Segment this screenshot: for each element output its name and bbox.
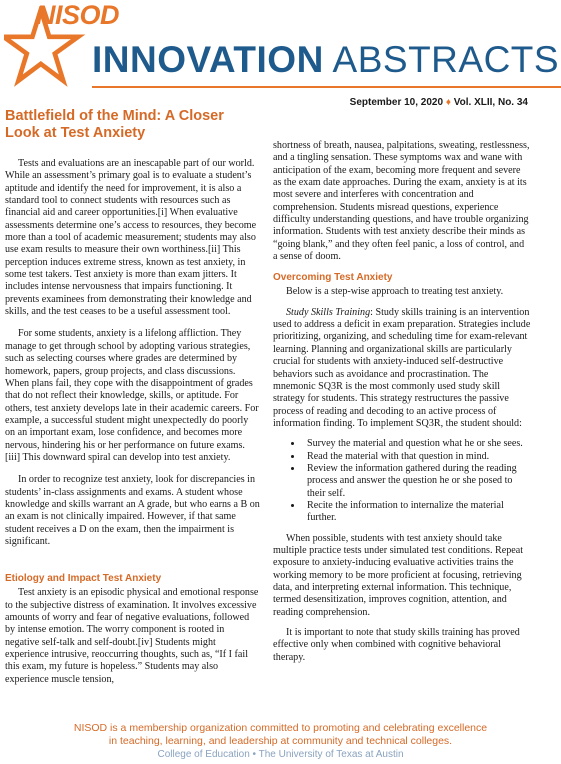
title-innovation: INNOVATION [92,39,324,80]
section-heading-overcoming: Overcoming Test Anxiety [273,272,393,284]
paragraph: Below is a step-wise approach to treating test anxiety. [286,286,504,298]
issue-date: September 10, 2020 [349,97,444,108]
paragraph-study-skills [273,307,531,430]
footer-line-3: College of Education • The University of Texas at Austin [157,749,404,760]
paragraph: In order to recognize test anxiety, look for discrepancies in students’ in-class assignments and exams. A student whose knowledge and skills warrant an A grade, but who earns a B on an exam is not clinically impaired. However, if that same student receives a D on the exam, then the impairment is significant. [5,474,260,547]
publication-title [92,40,559,80]
paragraph: It is important to note that study skills training has proved effective only when combined with cognitive behavioral therapy. [273,627,520,663]
article-title: Battlefield of the Mind: A Closer Look at Test Anxiety [5,108,224,141]
left-column [5,108,260,696]
issue-info [350,97,528,108]
title-abstracts: ABSTRACTS [332,39,560,80]
list-item: • Survey the material and question what he or she sees. [303,438,531,450]
issue-separator: ♦ [445,97,451,108]
footer [0,722,561,761]
masthead [0,0,561,92]
sq3r-list [273,438,531,524]
paragraph: Test anxiety is an episodic physical and emotional response to the subjective distress of examination. It involves excessive amounts of worry and fear of negative evaluations, followed by intense emotion. The worry component is rooted in negative self-talk and self-doubt.[iv] Students might experience intrusive, reoccurring thoughts, such as, “If I fail this exam, my future is hopeless.” Students may also experience muscle tension, [5,587,259,685]
footer-line-2: in teaching, learning, and leadership at community and technical colleges. [108,735,453,747]
study-skills-text: : Study skills training is an intervention used to address a deficit in exam preparation. Strategies include prioritizing, organizing, and scheduling time for exam-relevant learning. Planning and organizational skills are particularly crucial for students with anxiety-induced self-destructive behaviors such as avoidance and procrastination. The mnemonic SQ3R is the most commonly used study skill strategy for students. This strategy restructures the passive process of reading and decoding to an active process of information finding. To implement SQ3R, the student should: [273,306,531,429]
paragraph: When possible, students with test anxiety should take multiple practice tests under simulated test conditions. Repeat exposure to anxiety-inducing evaluative activities trains the working memory to be more proficient at focusing, retrieving data, and interpreting external information. This technique, termed desensitization, improves cognition, attention, and reading comprehension. [273,532,524,618]
footer-line-1: NISOD is a membership organization committed to promoting and celebrating excellence [73,722,488,734]
list-item: • Read the material with that question in mind. [303,451,531,463]
paragraph: Tests and evaluations are an inescapable part of our world. While an assessment’s primary goal is to evaluate a student’s aptitude and identify the need for improvement, it is also a standard tool to connect students with resources such as financial aid and career opportunities.[i] When evaluative assessments determine one’s access to resources, they become more than a tool of academic measurement; students may also use exam results to measure their own worthiness.[ii] This perception induces extreme stress, known as test anxiety, in some test takers. Test anxiety is more than exam jitters. It includes intense nervousness that impairs functioning. It prevents examinees from demonstrating their knowledge and skills, and the test ceases to be a useful assessment tool. [5,158,257,318]
masthead-rule [92,86,561,88]
list-item: • Review the information gathered during the reading process and answer the question he or she posed to their self. [303,463,531,500]
section-heading-etiology: Etiology and Impact Test Anxiety [5,573,162,585]
nisod-logo-text: NISOD [36,0,120,30]
paragraph: For some students, anxiety is a lifelong affliction. They manage to get through school by adopting various strategies, such as selecting courses where grades are determined by homework, papers, group projects, and class discussions. When plans fail, they cope with the disappointment of grades that do not reflect their knowledge, skills, or aptitude. For others, test anxiety develops late in their academic careers. For example, a successful student might unexpectedly do poorly on an important exam, lose confidence, and becomes more nervous, hindering his or her performance on future exams.[iii] This downward spiral can develop into test anxiety. [5,328,259,463]
issue-volume: Vol. XLII, No. 34 [453,97,528,108]
list-item: • Recite the information to internalize the material further. [303,500,531,525]
paragraph: shortness of breath, nausea, palpitations, sweating, restlessness, and a tingling sensation. These symptoms wax and wane with anticipation of the exam, becoming more frequent and severe as the exam date approaches. During the exam, anxiety is at its most severe and interferes with concentration and comprehension. Students misread questions, experience difficulty understanding questions, and have trouble organizing information. Students with test anxiety describe their minds as “going blank,” and they often feel panic, a loss of control, and a sense of doom. [273,140,530,263]
right-column [273,140,531,672]
study-skills-label: Study Skills Training [286,306,371,318]
